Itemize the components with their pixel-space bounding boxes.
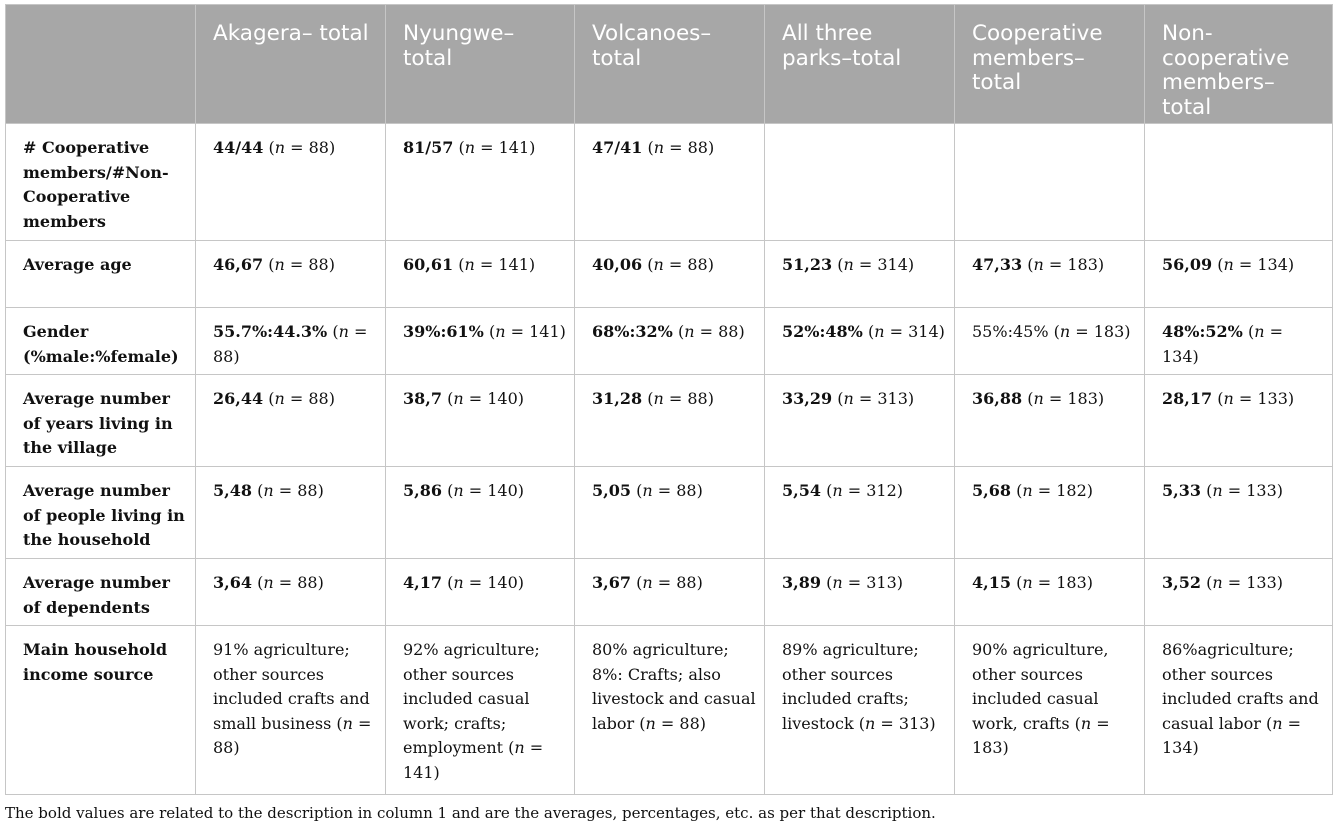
sample-size: (n = 88)	[257, 481, 324, 500]
data-cell	[575, 375, 765, 467]
header-cell-empty	[6, 5, 196, 124]
data-cell	[1145, 241, 1333, 308]
bold-value: 33,29	[782, 389, 833, 408]
data-cell	[765, 559, 955, 626]
data-cell	[575, 308, 765, 375]
bold-value: 56,09	[1162, 255, 1213, 274]
bold-value: 5,86	[403, 481, 442, 500]
header-cooperative: Cooperative members– total	[955, 5, 1145, 124]
data-cell	[765, 308, 955, 375]
sample-size: (n = 182)	[1016, 481, 1093, 500]
bold-value: 55.7%:44.3%	[213, 322, 328, 341]
data-cell	[575, 467, 765, 559]
sample-size: (n = 134)	[1217, 255, 1295, 274]
bold-value: 4,17	[403, 573, 442, 592]
bold-value: 5,33	[1162, 481, 1201, 500]
plain-value: 55%:45%	[972, 322, 1049, 341]
data-cell	[386, 375, 575, 467]
sample-size: (n = 140)	[447, 481, 524, 500]
row-label: Average age	[6, 241, 196, 308]
bold-value: 3,89	[782, 573, 821, 592]
data-cell	[955, 308, 1145, 375]
sample-size: (n = 88)	[636, 481, 703, 500]
bold-value: 3,52	[1162, 573, 1201, 592]
data-cell	[765, 124, 955, 241]
bold-value: 5,48	[213, 481, 252, 500]
bold-value: 47,33	[972, 255, 1023, 274]
data-cell	[196, 559, 386, 626]
sample-size: (n = 141)	[488, 322, 566, 341]
bold-value: 47/41	[592, 138, 643, 157]
data-cell	[1145, 375, 1333, 467]
table-row	[6, 308, 1333, 375]
data-cell	[196, 626, 386, 795]
data-cell	[196, 467, 386, 559]
sample-size: (n = 88)	[268, 255, 335, 274]
bold-value: 3,67	[592, 573, 631, 592]
bold-value: 60,61	[403, 255, 454, 274]
data-cell	[196, 241, 386, 308]
data-cell	[386, 308, 575, 375]
header-nyungwe: Nyungwe– total	[386, 5, 575, 124]
row-label: Main household income source	[6, 626, 196, 795]
income-text: 86%agriculture; other sources included crafts and casual labor (n = 134)	[1162, 640, 1319, 757]
table-row	[6, 124, 1333, 241]
bold-value: 5,68	[972, 481, 1011, 500]
header-volcanoes: Volcanoes– total	[575, 5, 765, 124]
row-label: # Cooperative members/#Non-Cooperative members	[6, 124, 196, 241]
sample-size: (n = 88)	[647, 255, 714, 274]
row-label: Average number of dependents	[6, 559, 196, 626]
data-cell	[955, 626, 1145, 795]
data-cell	[955, 241, 1145, 308]
data-cell	[386, 124, 575, 241]
data-cell	[386, 559, 575, 626]
data-cell	[386, 467, 575, 559]
sample-size: (n = 133)	[1217, 389, 1295, 408]
header-all-parks: All three parks–total	[765, 5, 955, 124]
sample-size: (n = 183)	[1027, 389, 1105, 408]
sample-size: (n = 313)	[826, 573, 903, 592]
income-text: 89% agriculture; other sources included crafts; livestock (n = 313)	[782, 640, 936, 733]
data-cell	[955, 559, 1145, 626]
sample-size: (n = 134)	[1162, 322, 1283, 366]
data-cell	[196, 308, 386, 375]
data-cell	[575, 124, 765, 241]
income-text: 90% agriculture, other sources included casual work, crafts (n = 183)	[972, 640, 1110, 757]
data-cell	[1145, 467, 1333, 559]
header-non-cooperative: Non- cooperative members– total	[1145, 5, 1333, 124]
data-cell	[765, 241, 955, 308]
bold-value: 39%:61%	[403, 322, 484, 341]
data-cell	[955, 124, 1145, 241]
row-label: Average number of people living in the household	[6, 467, 196, 559]
bold-value: 38,7	[403, 389, 442, 408]
bold-value: 44/44	[213, 138, 264, 157]
table-row	[6, 559, 1333, 626]
bold-value: 36,88	[972, 389, 1023, 408]
data-cell	[1145, 626, 1333, 795]
data-cell	[196, 375, 386, 467]
data-cell	[575, 626, 765, 795]
bold-value: 81/57	[403, 138, 454, 157]
bold-value: 26,44	[213, 389, 264, 408]
table-row	[6, 467, 1333, 559]
sample-size: (n = 183)	[1016, 573, 1093, 592]
bold-value: 4,15	[972, 573, 1011, 592]
bold-value: 52%:48%	[782, 322, 863, 341]
income-text: 80% agriculture; 8%: Crafts; also livestock and casual labor (n = 88)	[592, 640, 756, 733]
data-cell	[386, 241, 575, 308]
table-row	[6, 626, 1333, 795]
data-cell	[765, 626, 955, 795]
sample-size: (n = 88)	[647, 389, 714, 408]
sample-size: (n = 133)	[1206, 481, 1283, 500]
income-text: 91% agriculture; other sources included crafts and small business (n = 88)	[213, 640, 372, 757]
bold-value: 40,06	[592, 255, 643, 274]
data-cell	[196, 124, 386, 241]
sample-size: (n = 141)	[458, 138, 536, 157]
bold-value: 5,05	[592, 481, 631, 500]
sample-size: (n = 183)	[1053, 322, 1131, 341]
sample-size: (n = 88)	[647, 138, 715, 157]
bold-value: 51,23	[782, 255, 833, 274]
data-cell	[1145, 308, 1333, 375]
table-row	[6, 241, 1333, 308]
bold-value: 28,17	[1162, 389, 1213, 408]
bold-value: 48%:52%	[1162, 322, 1243, 341]
summary-table	[5, 4, 1333, 795]
sample-size: (n = 133)	[1206, 573, 1283, 592]
sample-size: (n = 88)	[636, 573, 703, 592]
sample-size: (n = 140)	[447, 573, 524, 592]
bold-value: 68%:32%	[592, 322, 673, 341]
sample-size: (n = 88)	[268, 389, 335, 408]
income-text: 92% agriculture; other sources included casual work; crafts; employment (n = 141)	[403, 640, 544, 782]
data-cell	[1145, 124, 1333, 241]
sample-size: (n = 141)	[458, 255, 536, 274]
bold-value: 31,28	[592, 389, 643, 408]
sample-size: (n = 314)	[867, 322, 945, 341]
sample-size: (n = 88)	[257, 573, 324, 592]
data-cell	[955, 467, 1145, 559]
data-cell	[955, 375, 1145, 467]
bold-value: 3,64	[213, 573, 252, 592]
sample-size: (n = 88)	[268, 138, 336, 157]
header-akagera: Akagera– total	[196, 5, 386, 124]
data-cell	[765, 467, 955, 559]
data-cell	[575, 241, 765, 308]
sample-size: (n = 183)	[1027, 255, 1105, 274]
row-label: Gender (%male:%female)	[6, 308, 196, 375]
bold-value: 5,54	[782, 481, 821, 500]
data-cell	[575, 559, 765, 626]
bold-value: 46,67	[213, 255, 264, 274]
data-cell	[386, 626, 575, 795]
data-cell	[765, 375, 955, 467]
table-footnote: The bold values are related to the description in column 1 and are the averages, percentages, etc. as per that description.	[5, 804, 936, 822]
sample-size: (n = 88)	[677, 322, 745, 341]
data-cell	[1145, 559, 1333, 626]
sample-size: (n = 314)	[837, 255, 915, 274]
row-label: Average number of years living in the village	[6, 375, 196, 467]
table-row	[6, 375, 1333, 467]
sample-size: (n = 88)	[213, 322, 368, 366]
sample-size: (n = 312)	[826, 481, 903, 500]
header-row	[6, 5, 1333, 124]
sample-size: (n = 313)	[837, 389, 915, 408]
sample-size: (n = 140)	[447, 389, 524, 408]
